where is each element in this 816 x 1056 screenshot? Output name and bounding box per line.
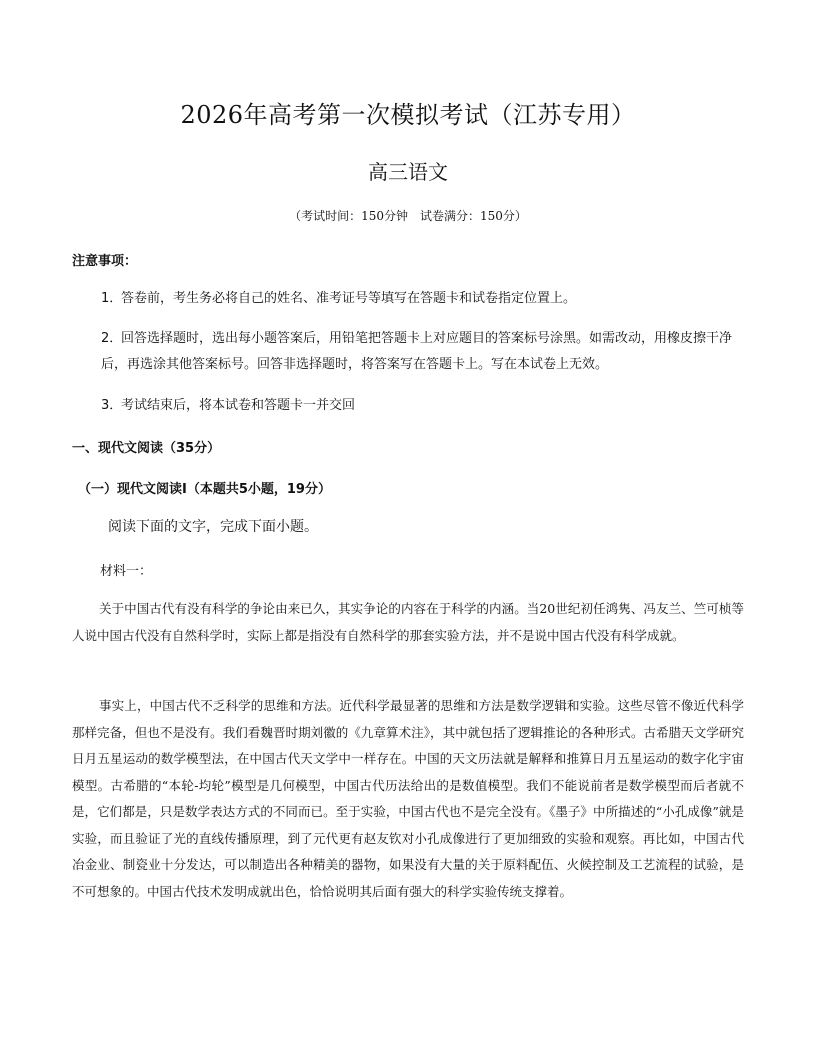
exam-subtitle: 高三语文 [368, 160, 448, 184]
material-paragraph: 事实上，中国古代不乏科学的思维和方法。近代科学最显著的思维和方法是数学逻辑和实验。这些尽管不像近代科学那样完备，但也不是没有。我们看魏晋时期刘徽的《九章算术注》，其中就包括了逻辑推论的各种形式。古希腊天文学研究日月五星运动的数学模型法，在中国古代天文学中一样存在。中国的天文历法就是解释和推算日月五星运动的数字化宇宙模型。古希腊的“本轮-均轮”模型是几何模型，中国古代历法给出的是数值模型。我们不能说前者是数学模型而后者就不是，它们都是，只是数学表达方式的不同而已。至于实验，中国古代也不是完全没有。《墨子》中所描述的“小孔成像”就是实验，而且验证了光的直线传播原理，到了元代更有赵友钦对小孔成像进行了更加细致的实验和观察。再比如，中国古代冶金业、制瓷业十分发达，可以制造出各种精美的器物，如果没有大量的关于原料配伍、火候控制及工艺流程的试验，是不可想象的。中国古代技术发明成就出色，恰恰说明其后面有强大的科学实验传统支撑着。 [72, 698, 744, 899]
section-title: 一、现代文阅读（35分） [72, 441, 221, 456]
notice-title: 注意事项： [72, 254, 138, 269]
exam-title: 2026年高考第一次模拟考试（江苏专用） [180, 101, 636, 129]
notice-item [101, 393, 741, 419]
exam-time-note: （考试时间：150分钟 试卷满分：150分） [289, 209, 527, 223]
notice-item-number: 3． [101, 398, 123, 413]
notice-item-text: 回答选择题时，选出每小题答案后，用铅笔把答题卡上对应题目的答案标号涂黑。如需改动，用橡皮擦干净后，再选涂其他答案标号。回答非选择题时，将答案写在答题卡上。写在本试卷上无效。 [101, 331, 733, 372]
notice-item-text: 考试结束后，将本试卷和答题卡一并交回 [121, 398, 356, 413]
notice-item [101, 286, 741, 312]
reading-instruction: 阅读下面的文字，完成下面小题。 [108, 519, 318, 535]
notice-item-number: 2． [101, 331, 123, 346]
material-label: 材料一： [100, 564, 153, 579]
material-paragraph: 关于中国古代有没有科学的争论由来已久，其实争论的内容在于科学的内涵。当20世纪初任鸿隽、冯友兰、竺可桢等人说中国古代没有自然科学时，实际上都是指没有自然科学的那套实验方法，并不是说中国古代没有科学成就。 [72, 601, 744, 643]
notice-item-number: 1． [101, 291, 123, 306]
notice-item-text: 答卷前，考生务必将自己的姓名、准考证号等填写在答题卡和试卷指定位置上。 [121, 291, 577, 306]
notice-item [101, 326, 741, 378]
subsection-title: （一）现代文阅读Ⅰ（本题共5小题，19分） [78, 482, 331, 497]
